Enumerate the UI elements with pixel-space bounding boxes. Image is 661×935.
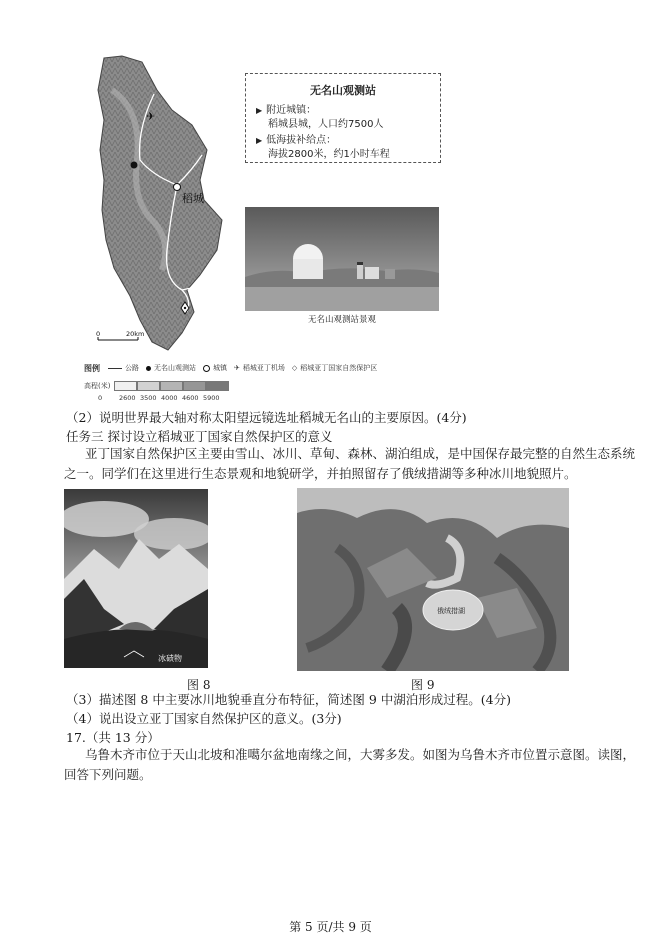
elevation-swatch xyxy=(183,381,206,391)
nearby-town-detail: 稻城县城，人口约7500人 xyxy=(268,119,384,130)
elevation-tick: 0 xyxy=(98,394,103,402)
page-footer: 第 5 页/共 9 页 xyxy=(289,920,372,934)
elevation-swatch xyxy=(114,381,137,391)
observatory-photo xyxy=(245,207,439,311)
figure-9-photo xyxy=(297,488,569,671)
triangle-bullet-icon: ▶ xyxy=(256,106,263,115)
figure-8-caption: 图 8 xyxy=(187,678,211,692)
airport-legend-icon: ✈ xyxy=(234,364,240,372)
legend-road: 公路 xyxy=(125,364,139,372)
elevation-tick: 5900 xyxy=(203,394,220,402)
scale-end: 20km xyxy=(126,330,145,338)
legend-observatory: 无名山观测站 xyxy=(154,364,196,372)
question-4: （4）说出设立亚丁国家自然保护区的意义。(3分) xyxy=(66,711,342,726)
urumqi-paragraph-line: 回答下列问题。 xyxy=(64,767,152,782)
road-legend-icon xyxy=(108,368,122,369)
photo-caption: 无名山观测站景观 xyxy=(307,315,376,325)
scale-zero: 0 xyxy=(96,330,101,338)
observatory-info-box xyxy=(245,73,441,163)
reserve-paragraph xyxy=(85,443,636,465)
reserve-paragraph-line: 之一。同学们在这里进行生态景观和地貌研学，并拍照留存了俄绒措湖等多种冰川地貌照片。 xyxy=(64,466,577,481)
airport-icon: ✈ xyxy=(146,110,156,123)
legend-heading: 图例 xyxy=(84,363,100,373)
city-label: 稻城 xyxy=(182,192,204,205)
triangle-bullet-icon: ▶ xyxy=(256,136,263,145)
elevation-tick: 3500 xyxy=(140,394,157,402)
task-3-heading: 任务三 探讨设立稻城亚丁国家自然保护区的意义 xyxy=(66,429,333,444)
legend-town: 城镇 xyxy=(213,364,227,372)
elevation-swatch xyxy=(206,381,229,391)
nearby-town-title: 附近城镇： xyxy=(266,105,317,116)
legend-airport: 稻城亚丁机场 xyxy=(242,364,285,372)
reserve-paragraph-line: 亚丁国家自然保护区主要由雪山、冰川、草甸、森林、湖泊组成，是中国保存最完整的自然生态系统 xyxy=(85,446,636,461)
supply-point-detail: 海拔2800米，约1小时车程 xyxy=(268,149,390,160)
elevation-tick: 4600 xyxy=(182,394,199,402)
observatory-legend-icon xyxy=(146,366,151,371)
moraine-label: 冰碛物 xyxy=(158,654,182,663)
supply-point-title: 低海拔补给点： xyxy=(266,135,337,146)
info-box-title: 无名山观测站 xyxy=(310,84,376,97)
town-marker xyxy=(174,184,181,191)
elevation-tick: 4000 xyxy=(161,394,178,402)
elevation-label: 高程(米) xyxy=(84,382,111,390)
figure-8-photo xyxy=(64,489,208,668)
question-2: （2）说明世界最大轴对称太阳望远镜选址稻城无名山的主要原因。(4分) xyxy=(66,410,467,425)
topographic-map xyxy=(82,50,242,355)
observatory-marker xyxy=(131,162,138,169)
town-legend-icon xyxy=(203,365,210,372)
lake-label: 俄绒措湖 xyxy=(437,607,465,615)
question-17-heading: 17.（共 13 分） xyxy=(66,730,160,745)
map-legend xyxy=(84,362,377,404)
legend-reserve: 稻城亚丁国家自然保护区 xyxy=(300,364,378,372)
elevation-swatch xyxy=(137,381,160,391)
elevation-swatch xyxy=(160,381,183,391)
urumqi-paragraph-line: 乌鲁木齐市位于天山北坡和准噶尔盆地南缘之间，大雾多发。如图为乌鲁木齐市位置示意图。读图， xyxy=(85,747,636,762)
figure-9-caption: 图 9 xyxy=(411,678,435,692)
elevation-tick: 2600 xyxy=(119,394,136,402)
reserve-legend-icon: ◇ xyxy=(291,364,298,372)
question-3: （3）描述图 8 中主要冰川地貌垂直分布特征，简述图 9 中湖泊形成过程。(4分) xyxy=(66,692,511,707)
